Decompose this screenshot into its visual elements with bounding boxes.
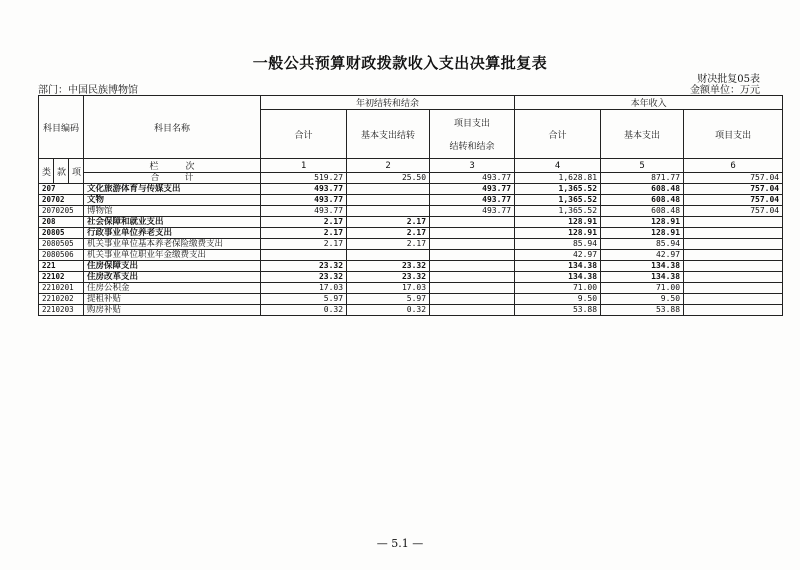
header-project-carry: 项目支出 结转和结余 xyxy=(430,110,515,159)
subject-name-cell: 机关事业单位基本养老保险缴费支出 xyxy=(84,239,261,250)
amount-cell: 71.00 xyxy=(601,283,684,294)
amount-cell xyxy=(684,294,783,305)
table-row xyxy=(39,272,783,283)
subject-code-cell: 221 xyxy=(39,261,84,272)
subject-name-cell: 住房改革支出 xyxy=(84,272,261,283)
table-body xyxy=(39,184,783,316)
amount-cell: 9.50 xyxy=(601,294,684,305)
table-row xyxy=(39,206,783,217)
amount-cell: 493.77 xyxy=(430,206,515,217)
amount-cell: 608.48 xyxy=(601,195,684,206)
amount-cell: 71.00 xyxy=(515,283,601,294)
amount-cell: 9.50 xyxy=(515,294,601,305)
amount-cell: 128.91 xyxy=(601,228,684,239)
amount-cell: 493.77 xyxy=(261,184,347,195)
amount-cell: 5.97 xyxy=(347,294,430,305)
subject-code-cell: 2210202 xyxy=(39,294,84,305)
table-row xyxy=(39,261,783,272)
subject-name-cell: 机关事业单位职业年金缴费支出 xyxy=(84,250,261,261)
total-cell: 25.50 xyxy=(347,173,430,184)
amount-cell: 17.03 xyxy=(261,283,347,294)
subject-name-cell: 文物 xyxy=(84,195,261,206)
amount-cell xyxy=(430,261,515,272)
total-cell: 871.77 xyxy=(601,173,684,184)
header-income-project: 项目支出 xyxy=(684,110,783,159)
amount-cell xyxy=(347,250,430,261)
amount-cell: 2.17 xyxy=(261,217,347,228)
total-cell: 1,628.81 xyxy=(515,173,601,184)
header-lei: 类 xyxy=(39,159,54,184)
amount-cell: 85.94 xyxy=(515,239,601,250)
table-row xyxy=(39,294,783,305)
amount-cell: 23.32 xyxy=(347,261,430,272)
col-index-3: 3 xyxy=(430,159,515,173)
amount-cell: 2.17 xyxy=(347,239,430,250)
amount-cell: 5.97 xyxy=(261,294,347,305)
amount-cell: 128.91 xyxy=(515,217,601,228)
amount-cell: 757.04 xyxy=(684,195,783,206)
amount-cell: 757.04 xyxy=(684,206,783,217)
col-index-2: 2 xyxy=(347,159,430,173)
amount-cell: 42.97 xyxy=(515,250,601,261)
subject-code-cell: 2210201 xyxy=(39,283,84,294)
table-row xyxy=(39,305,783,316)
header-basic-carry: 基本支出结转 xyxy=(347,110,430,159)
header-group-income: 本年收入 xyxy=(515,96,783,110)
subject-name-cell: 购房补贴 xyxy=(84,305,261,316)
total-cell: 757.04 xyxy=(684,173,783,184)
total-row-label: 合 计 xyxy=(84,173,261,184)
subject-code-cell: 2070205 xyxy=(39,206,84,217)
page-number: — 5.1 — xyxy=(376,537,424,550)
amount-cell xyxy=(347,206,430,217)
amount-cell: 493.77 xyxy=(430,184,515,195)
amount-cell: 2.17 xyxy=(261,228,347,239)
col-index-5: 5 xyxy=(601,159,684,173)
amount-cell: 134.38 xyxy=(601,272,684,283)
amount-cell: 134.38 xyxy=(515,261,601,272)
amount-cell xyxy=(684,217,783,228)
amount-cell: 128.91 xyxy=(515,228,601,239)
amount-cell: 493.77 xyxy=(261,195,347,206)
form-number: 财决批复05表 xyxy=(697,74,760,85)
subject-code-cell: 2210203 xyxy=(39,305,84,316)
amount-cell xyxy=(347,195,430,206)
page-title: 一般公共预算财政拨款收入支出决算批复表 xyxy=(252,54,548,72)
amount-cell: 1,365.52 xyxy=(515,206,601,217)
amount-cell: 1,365.52 xyxy=(515,195,601,206)
table-row xyxy=(39,195,783,206)
col-index-6: 6 xyxy=(684,159,783,173)
amount-cell: 1,365.52 xyxy=(515,184,601,195)
amount-cell xyxy=(430,239,515,250)
amount-cell: 23.32 xyxy=(347,272,430,283)
amount-cell xyxy=(684,261,783,272)
subject-code-cell: 207 xyxy=(39,184,84,195)
amount-cell: 2.17 xyxy=(347,228,430,239)
subject-code-cell: 20702 xyxy=(39,195,84,206)
amount-cell xyxy=(684,283,783,294)
amount-cell xyxy=(430,228,515,239)
header-total: 合计 xyxy=(261,110,347,159)
header-group-begin: 年初结转和结余 xyxy=(261,96,515,110)
total-cell: 493.77 xyxy=(430,173,515,184)
header-lanci: 栏 次 xyxy=(84,159,261,173)
amount-cell: 608.48 xyxy=(601,184,684,195)
subject-code-cell: 22102 xyxy=(39,272,84,283)
amount-cell xyxy=(430,305,515,316)
header-subject-name: 科目名称 xyxy=(84,96,261,159)
amount-cell: 23.32 xyxy=(261,261,347,272)
amount-cell: 0.32 xyxy=(347,305,430,316)
col-index-1: 1 xyxy=(261,159,347,173)
amount-cell: 42.97 xyxy=(601,250,684,261)
amount-cell xyxy=(430,294,515,305)
amount-cell: 53.88 xyxy=(515,305,601,316)
table-row xyxy=(39,239,783,250)
amount-cell: 17.03 xyxy=(347,283,430,294)
subject-code-cell: 208 xyxy=(39,217,84,228)
header-subject-code: 科目编码 xyxy=(39,96,84,159)
amount-cell: 493.77 xyxy=(430,195,515,206)
amount-cell: 23.32 xyxy=(261,272,347,283)
table-row xyxy=(39,283,783,294)
budget-table xyxy=(38,95,783,316)
subject-name-cell: 博物馆 xyxy=(84,206,261,217)
subject-code-cell: 2080506 xyxy=(39,250,84,261)
subject-name-cell: 住房保障支出 xyxy=(84,261,261,272)
table-row xyxy=(39,228,783,239)
amount-cell: 608.48 xyxy=(601,206,684,217)
amount-cell: 2.17 xyxy=(347,217,430,228)
col-index-4: 4 xyxy=(515,159,601,173)
total-row xyxy=(39,173,783,184)
subject-name-cell: 提租补贴 xyxy=(84,294,261,305)
header-income-basic: 基本支出 xyxy=(601,110,684,159)
amount-cell xyxy=(430,250,515,261)
table-row xyxy=(39,217,783,228)
amount-cell: 0.32 xyxy=(261,305,347,316)
amount-cell xyxy=(684,239,783,250)
amount-cell xyxy=(684,305,783,316)
amount-cell: 134.38 xyxy=(515,272,601,283)
amount-cell: 493.77 xyxy=(261,206,347,217)
amount-cell xyxy=(261,250,347,261)
unit-label: 金额单位：万元 xyxy=(690,85,760,96)
header-income-total: 合计 xyxy=(515,110,601,159)
amount-cell xyxy=(430,272,515,283)
amount-cell xyxy=(684,228,783,239)
amount-cell: 128.91 xyxy=(601,217,684,228)
amount-cell xyxy=(430,217,515,228)
amount-cell xyxy=(684,272,783,283)
amount-cell: 757.04 xyxy=(684,184,783,195)
table-row xyxy=(39,250,783,261)
header-xiang: 项 xyxy=(69,159,84,184)
subject-name-cell: 社会保障和就业支出 xyxy=(84,217,261,228)
total-cell: 519.27 xyxy=(261,173,347,184)
amount-cell xyxy=(347,184,430,195)
subject-name-cell: 行政事业单位养老支出 xyxy=(84,228,261,239)
subject-name-cell: 文化旅游体育与传媒支出 xyxy=(84,184,261,195)
amount-cell: 134.38 xyxy=(601,261,684,272)
subject-code-cell: 2080505 xyxy=(39,239,84,250)
amount-cell xyxy=(430,283,515,294)
header-kuan: 款 xyxy=(54,159,69,184)
amount-cell: 53.88 xyxy=(601,305,684,316)
amount-cell: 2.17 xyxy=(261,239,347,250)
subject-code-cell: 20805 xyxy=(39,228,84,239)
subject-name-cell: 住房公积金 xyxy=(84,283,261,294)
amount-cell xyxy=(684,250,783,261)
department-label: 部门：中国民族博物馆 xyxy=(38,85,138,96)
amount-cell: 85.94 xyxy=(601,239,684,250)
table-row xyxy=(39,184,783,195)
